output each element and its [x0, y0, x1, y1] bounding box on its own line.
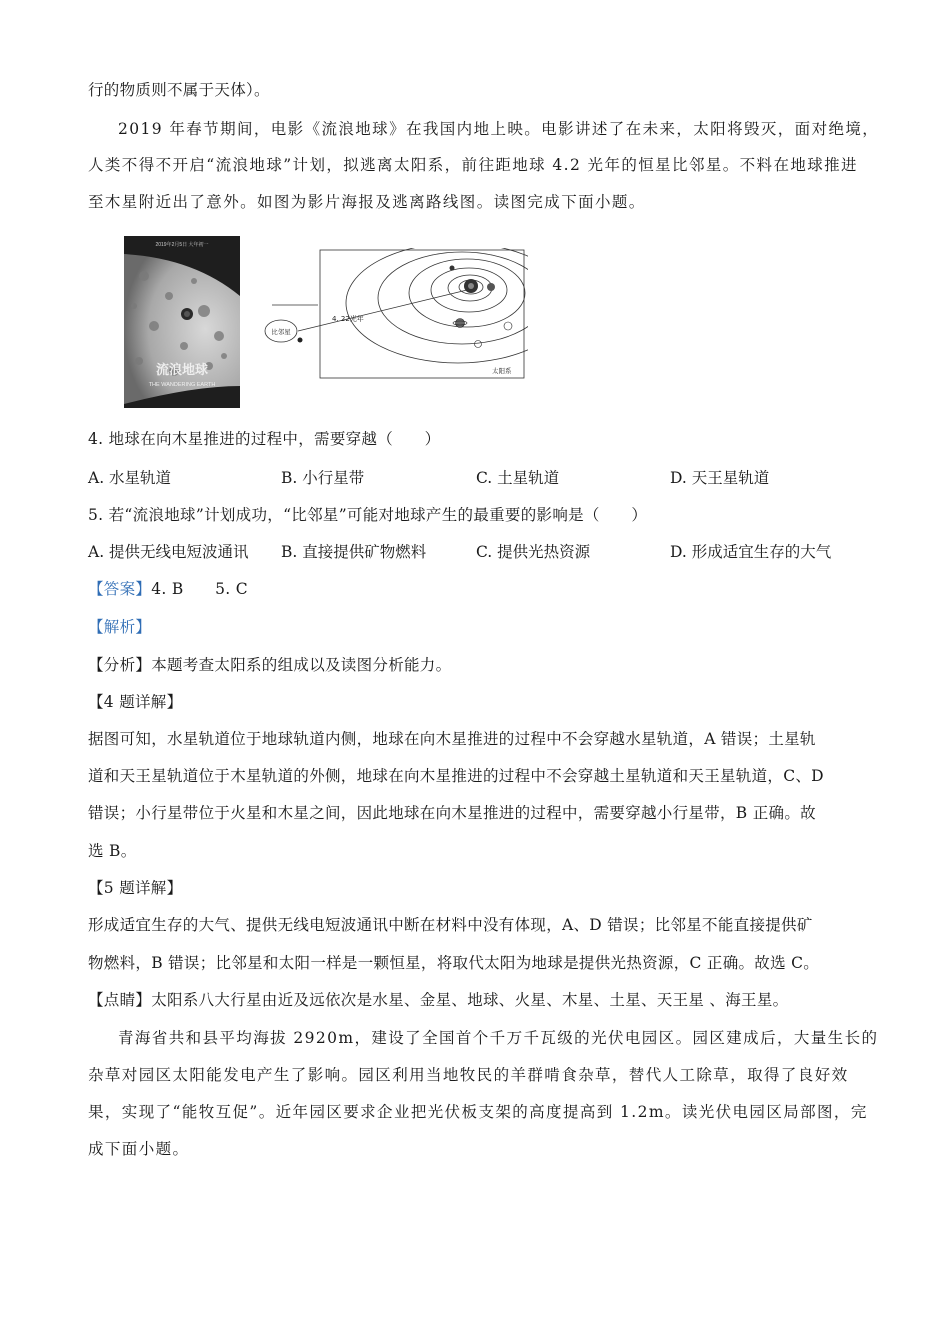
planet-icon	[450, 266, 455, 271]
planet-icon	[487, 283, 495, 291]
question-4-stem: 4. 地球在向木星推进的过程中，需要穿越（ ）	[88, 430, 441, 448]
q5-option-a: A. 提供无线电短波通讯	[88, 543, 249, 561]
text-line: 行的物质则不属于天体）。	[88, 81, 270, 99]
saturn-icon	[456, 319, 465, 328]
dianjing-note: 【点睛】太阳系八大行星由近及远依次是水星、金星、地球、火星、木星、土星、天王星 、海王星。	[88, 991, 789, 1009]
question-5-stem: 5. 若“流浪地球”计划成功，“比邻星”可能对地球产生的最重要的影响是（ ）	[88, 506, 648, 524]
proxima-label: 比邻星	[271, 328, 291, 336]
answer-label: 【答案】	[88, 580, 152, 598]
text-line: 成下面小题。	[88, 1140, 190, 1158]
text-line: 形成适宜生存的大气、提供无线电短波通讯中断在材料中没有体现，A、D 错误；比邻星不能直接提供矿	[88, 916, 813, 934]
q5-option-d: D. 形成适宜生存的大气	[670, 543, 832, 561]
text-line: 果，实现了“能牧互促”。近年园区要求企业把光伏板支架的高度提高到 1.2m。读光伏电园区局部图，完	[88, 1103, 868, 1121]
detail-5-heading: 【5 题详解】	[88, 879, 183, 897]
distance-label: 4. 22光年	[332, 315, 364, 323]
q5-option-c: C. 提供光热资源	[476, 543, 591, 561]
escape-route-map	[262, 248, 528, 382]
text-line: 道和天王星轨道位于木星轨道的外侧，地球在向木星推进的过程中不会穿越土星轨道和天王星轨道，C、D	[88, 767, 824, 785]
q4-option-b: B. 小行星带	[281, 469, 365, 487]
answer-line	[88, 579, 868, 599]
solar-system-label: 太阳系	[492, 367, 512, 375]
text-line: 杂草对园区太阳能发电产生了影响。园区利用当地牧民的羊群啃食杂草，替代人工除草，取得了良好效	[88, 1066, 849, 1084]
q4-option-a: A. 水星轨道	[88, 469, 172, 487]
q5-option-b: B. 直接提供矿物燃料	[281, 543, 427, 561]
answer-text: 4. B 5. C	[151, 580, 248, 598]
q4-option-d: D. 天王星轨道	[670, 469, 770, 487]
poster-top-text: 2019年2月5日 大年初一	[155, 242, 209, 248]
analysis-overview: 【分析】本题考查太阳系的组成以及读图分析能力。	[88, 656, 452, 674]
q4-option-c: C. 土星轨道	[476, 469, 560, 487]
text-line: 青海省共和县平均海拔 2920m，建设了全国首个千万千瓦级的光伏电园区。园区建成后，大量生长的	[118, 1029, 879, 1047]
poster-title: 流浪地球	[155, 362, 209, 377]
orbit	[409, 259, 525, 327]
detail-4-heading: 【4 题详解】	[88, 693, 183, 711]
poster-subtitle: THE WANDERING EARTH	[148, 382, 216, 388]
escape-route-line	[298, 290, 467, 331]
text-line: 2019 年春节期间，电影《流浪地球》在我国内地上映。电影讲述了在未来，太阳将毁灭，面对绝境，	[118, 120, 880, 138]
analysis-label: 【解析】	[88, 618, 152, 636]
text-line: 据图可知，水星轨道位于地球轨道内侧，地球在向木星推进的过程中不会穿越水星轨道，A 错误；土星轨	[88, 730, 816, 748]
planet-icon	[475, 341, 482, 348]
text-line: 至木星附近出了意外。如图为影片海报及逃离路线图。读图完成下面小题。	[88, 193, 646, 211]
text-line: 物燃料，B 错误；比邻星和太阳一样是一颗恒星，将取代太阳为地球是提供光热资源，C 正确。故选 C。	[88, 954, 820, 972]
planet-icon	[504, 322, 512, 330]
text-line: 选 B。	[88, 842, 137, 860]
earth-marker-icon	[298, 338, 303, 343]
text-line: 人类不得不开启“流浪地球”计划，拟逃离太阳系，前往距地球 4.2 光年的恒星比邻星。不料在地球推进	[88, 156, 858, 174]
text-line: 错误；小行星带位于火星和木星之间，因此地球在向木星推进的过程中，需要穿越小行星带，B 正确。故	[88, 804, 816, 822]
movie-poster-image	[124, 236, 240, 408]
